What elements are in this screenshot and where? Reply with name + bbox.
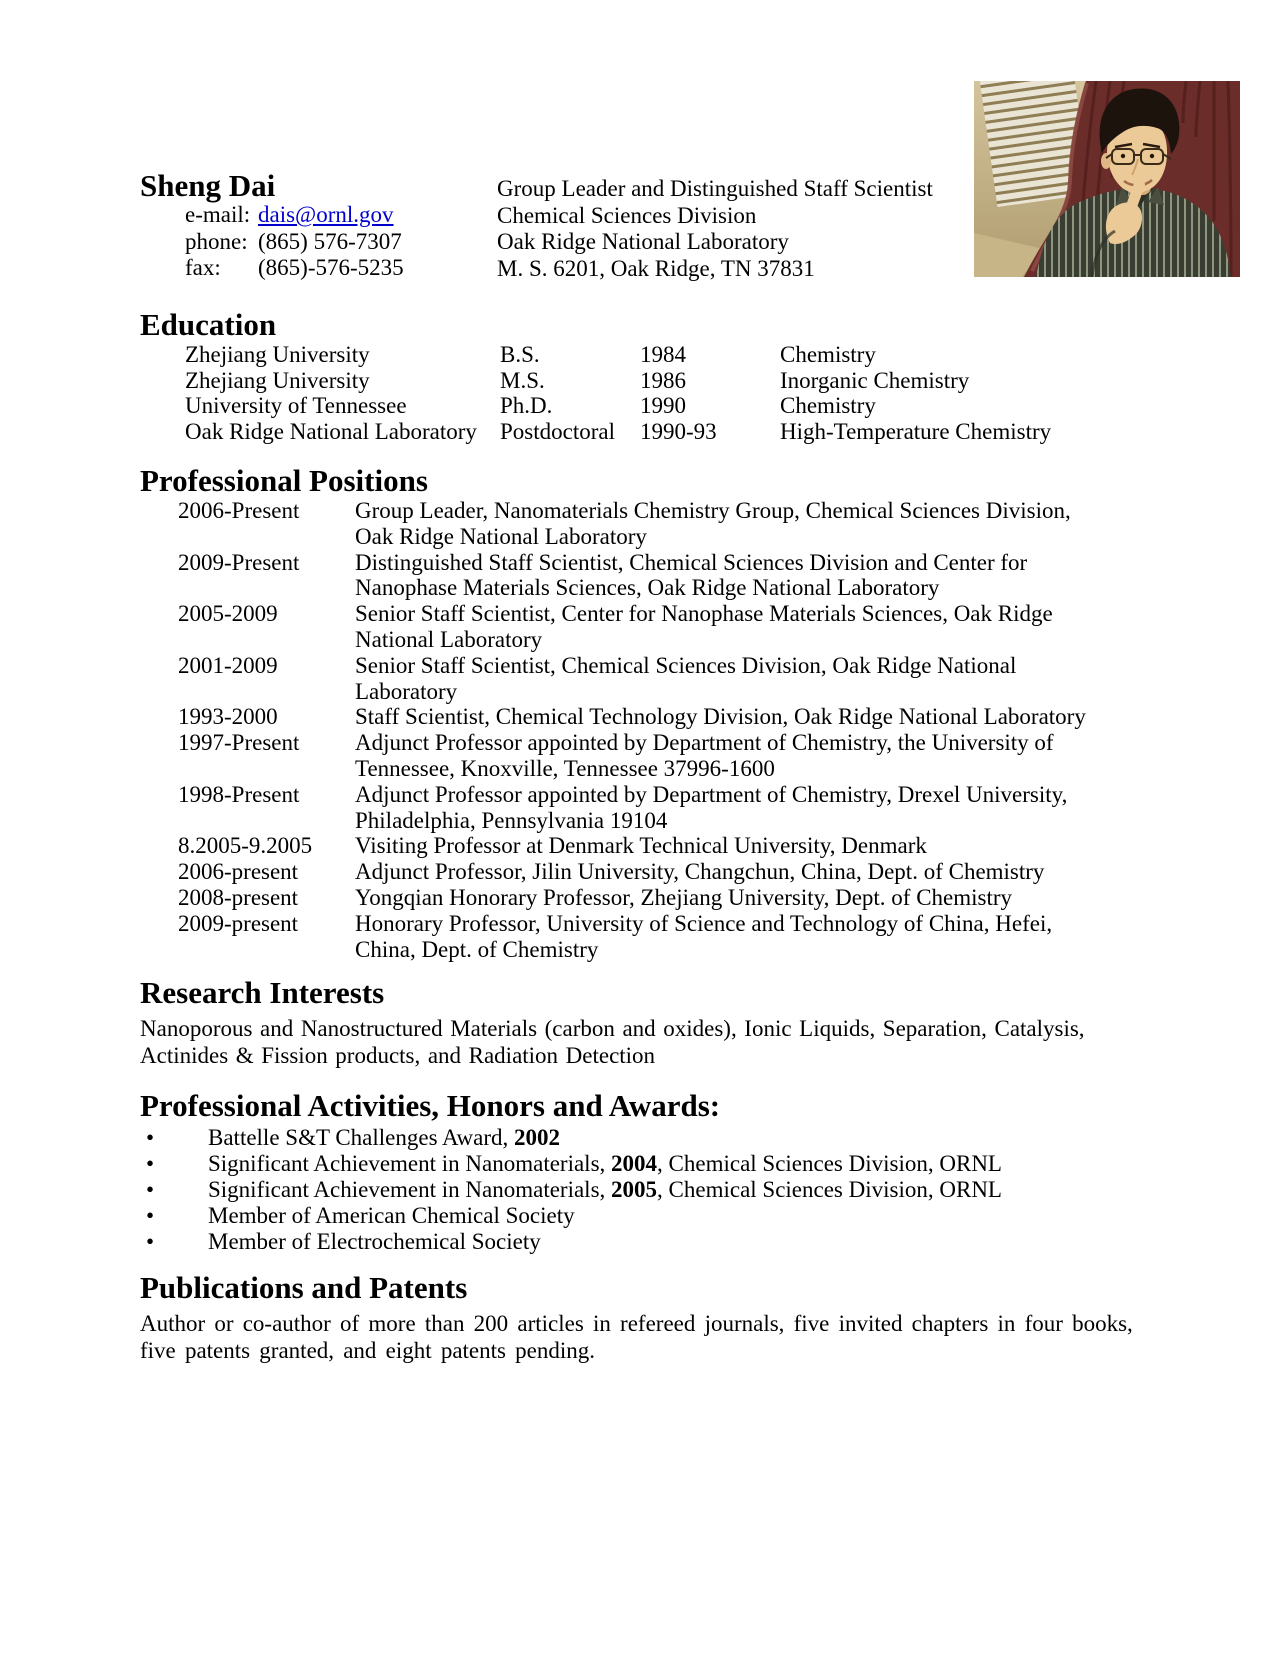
- activity-item: [140, 1203, 1075, 1229]
- education-row: [185, 393, 1075, 419]
- fax-value: (865)-576-5235: [258, 255, 404, 280]
- section-heading-publications: Publications and Patents: [140, 1270, 468, 1306]
- position-date: 2006-Present: [178, 498, 300, 523]
- edu-year: 1984: [640, 342, 686, 367]
- eye-left: [1121, 154, 1125, 158]
- activity-text: Member of Electrochemical Society: [208, 1229, 541, 1255]
- activity-text: Significant Achievement in Nanomaterials, 2005, Chemical Sciences Division, ORNL: [208, 1177, 1002, 1203]
- activity-item: [140, 1177, 1075, 1203]
- position-date: 2006-present: [178, 859, 299, 885]
- header: [140, 170, 1075, 282]
- activity-text: Battelle S&T Challenges Award, 2002: [208, 1125, 560, 1151]
- bullet-icon: •: [146, 1203, 155, 1229]
- position-description: Adjunct Professor appointed by Department of Chemistry, the University of Tennessee, Knoxville, Tennessee 37996-1600: [355, 730, 1054, 781]
- bullet-icon: •: [146, 1151, 155, 1177]
- education-row: [185, 368, 1075, 394]
- section-education: [140, 308, 1075, 444]
- position-description: Adjunct Professor, Jilin University, Changchun, China, Dept. of Chemistry: [355, 859, 1045, 885]
- position-description: Distinguished Staff Scientist, Chemical Sciences Division and Center for Nanophase Materials Sciences, Oak Ridge National Laboratory: [355, 549, 1028, 601]
- activities-list: [140, 1125, 1075, 1255]
- position-row: [140, 833, 1075, 859]
- position-description: Visiting Professor at Denmark Technical University, Denmark: [355, 833, 927, 859]
- edu-institution: University of Tennessee: [185, 393, 407, 418]
- mail-address: M. S. 6201, Oak Ridge, TN 37831: [497, 255, 815, 281]
- job-title: Group Leader and Distinguished Staff Scientist: [497, 176, 933, 201]
- portrait-photo: [974, 81, 1240, 277]
- position-date: 1993-2000: [178, 704, 278, 730]
- position-row: [140, 911, 1075, 963]
- position-date: 2005-2009: [178, 601, 278, 627]
- section-activities: [140, 1089, 1075, 1255]
- email-label: e-mail:: [185, 202, 251, 227]
- section-heading-activities: Professional Activities, Honors and Awards:: [140, 1088, 721, 1124]
- eye-right: [1150, 154, 1154, 158]
- position-row: [140, 782, 1075, 834]
- position-row: [140, 859, 1075, 885]
- activity-text: Member of American Chemical Society: [208, 1203, 575, 1229]
- education-row: [185, 342, 1075, 368]
- division: Chemical Sciences Division: [497, 202, 757, 228]
- position-description: Group Leader, Nanomaterials Chemistry Group, Chemical Sciences Division, Oak Ridge National Laboratory: [355, 498, 1071, 549]
- position-row: [140, 601, 1075, 653]
- position-description: Senior Staff Scientist, Center for Nanophase Materials Sciences, Oak Ridge National Laboratory: [355, 601, 1053, 652]
- position-date: 2001-2009: [178, 652, 278, 678]
- position-row: [140, 550, 1075, 602]
- edu-field: Chemistry: [780, 393, 876, 418]
- section-positions: [140, 463, 1086, 962]
- research-interests-paragraph: Nanoporous and Nanostructured Materials (carbon and oxides), Ionic Liquids, Separation, Catalysis, Actinides & Fission products, and Radiation Detection: [140, 1016, 1085, 1069]
- edu-degree: Postdoctoral: [500, 418, 615, 444]
- position-description: Senior Staff Scientist, Chemical Sciences Division, Oak Ridge National Laboratory: [355, 652, 1017, 704]
- education-table: [140, 342, 1075, 444]
- activity-item: [140, 1125, 1075, 1151]
- activity-item: [140, 1229, 1075, 1255]
- edu-institution: Zhejiang University: [185, 342, 370, 367]
- section-heading-positions: Professional Positions: [140, 463, 428, 498]
- edu-year: 1990-93: [640, 418, 717, 444]
- education-row: [185, 419, 1075, 445]
- bullet-icon: •: [146, 1177, 155, 1203]
- position-date: 1998-Present: [178, 781, 300, 807]
- edu-institution: Oak Ridge National Laboratory: [185, 418, 477, 444]
- edu-institution: Zhejiang University: [185, 367, 370, 393]
- portrait-photo-illustration: [974, 81, 1240, 277]
- position-description: Honorary Professor, University of Science and Technology of China, Hefei, China, Dept. of Chemistry: [355, 910, 1053, 962]
- position-date: 2009-present: [178, 910, 299, 936]
- position-date: 1997-Present: [178, 730, 300, 756]
- publications-paragraph: Author or co-author of more than 200 articles in refereed journals, five invited chapters in four books, five patents granted, and eight patents pending.: [140, 1311, 1133, 1364]
- position-description: Yongqian Honorary Professor, Zhejiang University, Dept. of Chemistry: [355, 884, 1013, 910]
- position-description: Staff Scientist, Chemical Technology Division, Oak Ridge National Laboratory: [355, 704, 1086, 730]
- section-heading-research: Research Interests: [140, 975, 385, 1011]
- position-row: [140, 885, 1075, 911]
- activity-text: Significant Achievement in Nanomaterials, 2004, Chemical Sciences Division, ORNL: [208, 1151, 1002, 1177]
- position-row: [140, 704, 1086, 730]
- edu-year: 1986: [640, 367, 686, 393]
- bullet-icon: •: [146, 1125, 155, 1151]
- edu-field: Chemistry: [780, 342, 876, 367]
- edu-year: 1990: [640, 393, 686, 418]
- position-row: [140, 730, 1075, 782]
- contact-email-row: [140, 202, 497, 229]
- header-affiliation-block: [497, 170, 933, 282]
- activity-item: [140, 1151, 1075, 1177]
- header-contact-block: [140, 170, 497, 282]
- section-publications: [140, 1270, 1133, 1364]
- position-row: [140, 653, 1075, 705]
- position-date: 2009-Present: [178, 549, 300, 575]
- edu-degree: M.S.: [500, 367, 545, 393]
- position-date: 2008-present: [178, 884, 299, 910]
- bullet-icon: •: [146, 1229, 155, 1255]
- edu-field: Inorganic Chemistry: [780, 367, 970, 393]
- edu-field: High-Temperature Chemistry: [780, 418, 1052, 444]
- laboratory: Oak Ridge National Laboratory: [497, 229, 789, 254]
- edu-degree: Ph.D.: [500, 393, 553, 418]
- section-heading-education: Education: [140, 307, 277, 342]
- phone-value: (865) 576-7307: [258, 228, 402, 254]
- position-date: 8.2005-9.2005: [178, 833, 313, 859]
- section-research-interests: [140, 975, 1085, 1069]
- position-description: Adjunct Professor appointed by Department of Chemistry, Drexel University, Philadelphia, Pennsylvania 19104: [355, 781, 1068, 833]
- contact-fax-row: [140, 255, 497, 282]
- edu-degree: B.S.: [500, 342, 540, 367]
- fax-label: fax:: [185, 255, 221, 280]
- person-name: Sheng Dai: [140, 168, 276, 203]
- email-link[interactable]: dais@ornl.gov: [258, 202, 394, 227]
- position-row: [140, 498, 1075, 550]
- positions-list: [140, 498, 1086, 962]
- phone-label: phone:: [185, 228, 248, 254]
- contact-phone-row: [140, 229, 497, 256]
